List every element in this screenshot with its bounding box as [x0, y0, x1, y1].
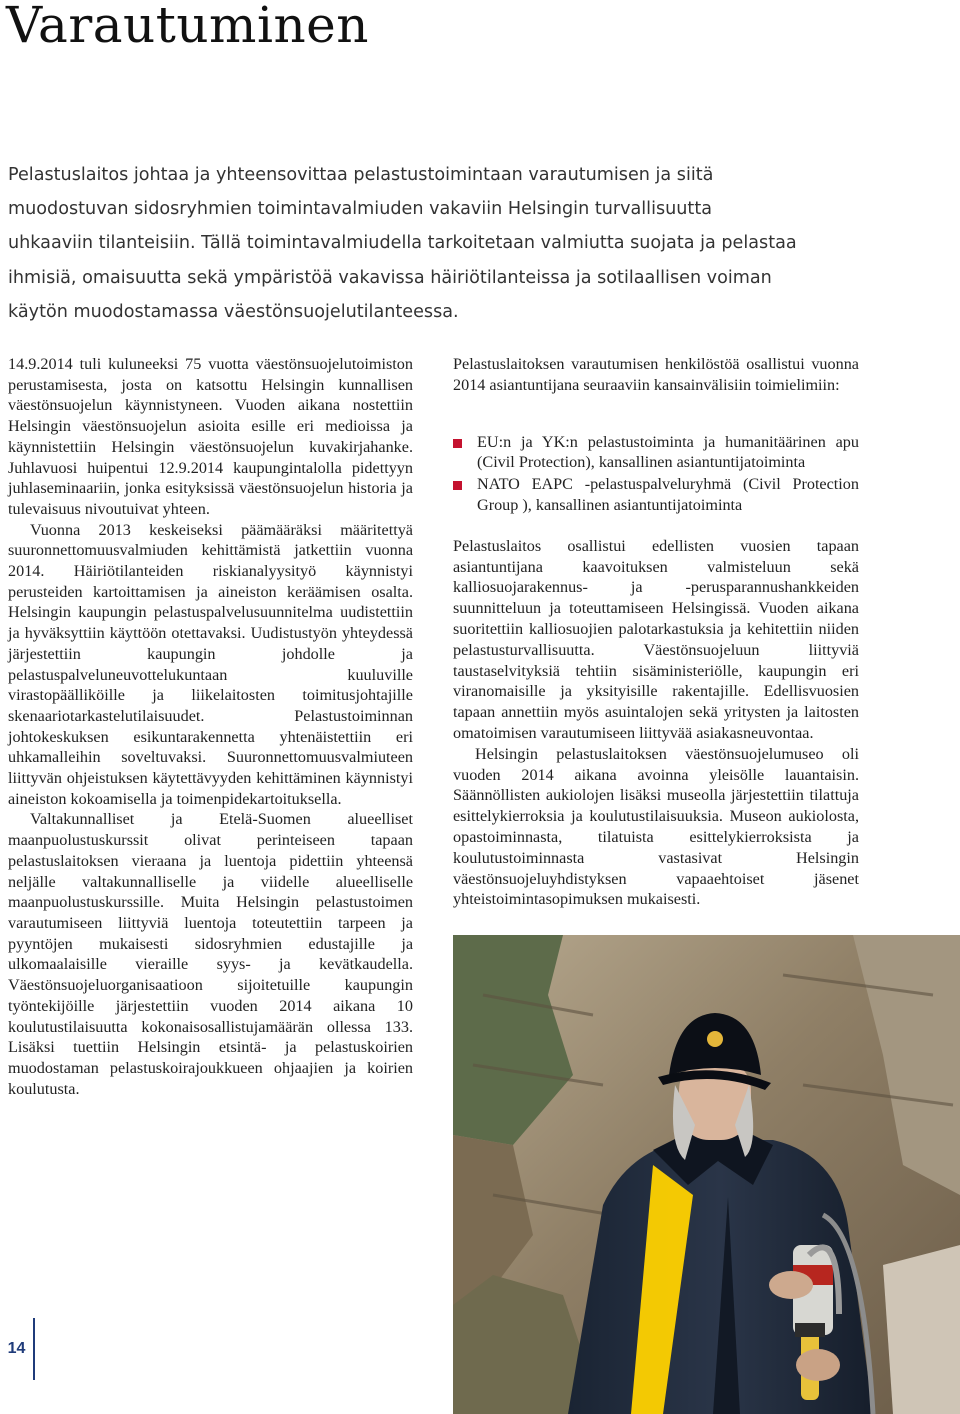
right-column [453, 354, 859, 910]
list-item [453, 432, 859, 474]
lead-line: ihmisiä, omaisuutta sekä ympäristöä vakavissa häiriötilanteissa ja sotilaallisen voiman [8, 267, 772, 288]
page-title: Varautuminen [6, 0, 369, 54]
list-item-text: EU:n ja YK:n pelastustoiminta ja humanitäärinen apu (Civil Protection), kansallinen asiantuntijatoiminta [477, 432, 859, 472]
lead-paragraph [8, 158, 958, 329]
left-column [8, 354, 413, 1099]
list-item [453, 474, 859, 516]
bullet-list [453, 432, 859, 516]
body-paragraph: Vuonna 2013 keskeiseksi päämääräksi määritettyä suuronnettomuusvalmiuden kehittämistä jatkettiin vuonna 2014. Häiriötilanteiden riskianalyysityö käynnistyi perusteiden kartoittamisen ja aineiston keräämisen osalta. Helsingin kaupungin pelastuspalvelusuunnitelma uudistettiin ja hyväksyttiin käyttöön otettavaksi. Uudistustyön yhteydessä järjestettiin kaupungin johdolle ja pelastuspalveluneuvottelukuntaan kuuluville virastopäälliköille ja liikelaitosten toimitusjohtajille skenaariotarkastelutilaisuudet. Pelastustoiminnan johtokeskuksen esikuntarakennetta yhtenäistettiin eri uhkamalleihin soveltuvaksi. Suuronnettomuusvalmiuteen liittyvän ohjeistuksen käytettävyyden kehittäminen käynnistyi aineiston kokoamisella ja toimenpidekartoituksella. [8, 520, 413, 808]
body-paragraph: Valtakunnalliset ja Etelä-Suomen alueelliset maanpuolustuskurssit olivat perinteiseen tapaan pelastuslaitoksen vieraana ja luentoja pidettiin yhteensä neljälle valtakunnalliselle ja viidelle alueelliselle maanpuolustuskurssille. Muita Helsingin pelastustoimen varautumiseen liittyviä luentoja toteutettiin tarpeen ja pyyntöjen mukaisesti sidosryhmien edustajille ja ulkomaalaisille vieraille syys- ja kevätkaudella. Väestönsuojeluorganisaatioon sijoitetuille kaupungin työntekijöille järjestettiin vuoden 2014 aikana 10 koulutustilaisuutta kokonaisosallistujamäärän ollessa 133. Lisäksi tuettiin Helsingin etsintä- ja pelastuskoirien muodostaman pelastuskoirajoukkueen ohjaajien ja koirien koulutusta. [8, 810, 413, 1098]
lead-line: Pelastuslaitos johtaa ja yhteensovittaa pelastustoimintaan varautumisen ja siitä [8, 165, 714, 185]
lead-line: uhkaaviin tilanteisiin. Tällä toimintavalmiudella tarkoitetaan valmiutta suojata ja pelastaa [8, 233, 797, 254]
lead-line: muodostuvan sidosryhmien toimintavalmiuden vakaviin Helsingin turvallisuutta [8, 199, 712, 220]
firefighter-photo [453, 935, 960, 1414]
body-paragraph: Pelastuslaitos osallistui edellisten vuosien tapaan asiantuntijana kaavoituksen valmisteluun sekä kalliosuojarakennus- ja -perusparannushankkeiden suunnitteluun ja toteuttamiseen Helsingissä. Vuoden aikana suoritettiin kalliosuojien palotarkastuksia ja kehitettiin niiden pelastusturvallisuutta. Väestönsuojeluun liittyviä taustaselvityksiä tehtiin sisäministeriölle, kaupungin eri viranomaisille ja yksityisille rakentajille. Edellisvuosien tapaan annettiin myös asuintalojen sekä yritysten ja laitosten omatoimisen varautumiseen liittyvää asiakasneuvontaa. [453, 536, 859, 742]
square-bullet-icon [453, 439, 462, 448]
list-item-text: NATO EAPC -pelastuspalveluryhmä (Civil Protection Group ), kansallinen asiantuntijatoiminta [477, 475, 859, 514]
lead-line: käytön muodostamassa väestönsuojelutilanteessa. [8, 301, 459, 322]
page-number: 14 [0, 1318, 35, 1380]
body-paragraph: Pelastuslaitoksen varautumisen henkilöstöä osallistui vuonna 2014 asiantuntijana seuraaviin kansainvälisiin toimielimiin: [453, 355, 859, 394]
body-paragraph: Helsingin pelastuslaitoksen väestönsuojelumuseo oli vuoden 2014 aikana avoinna yleisölle lauantaisin. Säännöllisten aukiolojen lisäksi museolla järjestettiin tilattuja esittelykierroksia ja koulutustilaisuuksia. Museon aukiolosta, opastoiminnasta, tilatuista esittelykierroksista ja koulutustoiminnasta vastasivat Helsingin väestönsuojeluyhdistyksen vapaaehtoiset jäsenet yhteistoimintasopimuksen mukaisesti. [453, 744, 859, 909]
square-bullet-icon [453, 481, 462, 490]
body-paragraph: 14.9.2014 tuli kuluneeksi 75 vuotta väestönsuojelutoimiston perustamisesta, josta on katsottu Helsingin kunnallisen väestönsuojelun käynnistyneen. Vuoden aikana nostettiin Helsingin väestönsuojelun asioita esille eri medioissa ja käynnistettiin Helsingin väestönsuojelun kuvakirjahanke. Juhlavuosi huipentui 12.9.2014 kaupungintalolla pidettyyn juhlaseminaariin, jonka esityksissä väestönsuojelun historia ja tulevaisuus nivoutuivat yhteen. [8, 355, 413, 518]
